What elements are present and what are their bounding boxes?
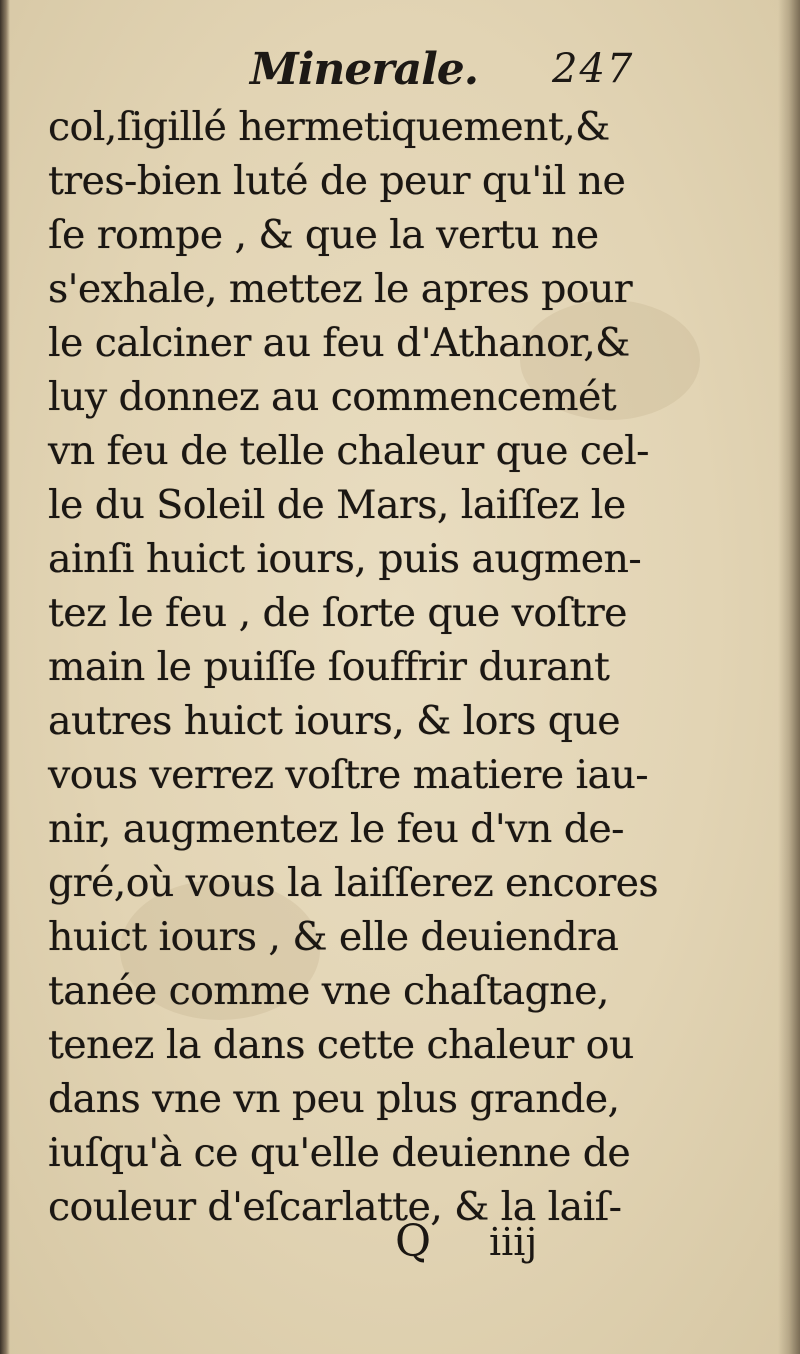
text-line: ſe rompe , & que la vertu ne bbox=[48, 212, 599, 258]
text-line: main le puiſſe ſouffrir durant bbox=[48, 644, 610, 690]
text-line: huict iours , & elle deuiendra bbox=[48, 914, 619, 960]
text-line: s'exhale, mettez le apres pour bbox=[48, 266, 633, 312]
text-line: autres huict iours, & lors que bbox=[48, 698, 621, 744]
text-line: vous verrez voſtre matiere iau- bbox=[48, 752, 649, 798]
signature-letter: Q bbox=[395, 1216, 432, 1267]
text-line: le calciner au feu d'Athanor,& bbox=[48, 320, 630, 366]
running-head bbox=[250, 44, 670, 104]
signature-mark bbox=[395, 1216, 655, 1276]
page-edge-shadow bbox=[778, 0, 800, 1354]
text-line: tanée comme vne chaſtagne, bbox=[48, 968, 609, 1014]
text-line: gré,où vous la laiſſerez encores bbox=[48, 860, 659, 906]
text-line: tez le feu , de ſorte que voſtre bbox=[48, 590, 627, 636]
page-gutter-shadow bbox=[0, 0, 10, 1354]
text-line: tres-bien luté de peur qu'il ne bbox=[48, 158, 626, 204]
text-line: luy donnez au commencemét bbox=[48, 374, 617, 420]
text-line: couleur d'eſcarlatte, & la laiſ- bbox=[48, 1184, 622, 1230]
page-number: 247 bbox=[552, 46, 635, 92]
signature-number: iiij bbox=[489, 1220, 538, 1264]
text-line: nir, augmentez le feu d'vn de- bbox=[48, 806, 624, 852]
text-line: iuſqu'à ce qu'elle deuienne de bbox=[48, 1130, 631, 1176]
text-line: vn feu de telle chaleur que cel- bbox=[48, 428, 649, 474]
text-line: col,ſigillé hermetiquement,& bbox=[48, 104, 610, 150]
body-text bbox=[48, 100, 668, 1234]
text-line: le du Soleil de Mars, laiſſez le bbox=[48, 482, 626, 528]
running-head-title: Minerale. bbox=[250, 44, 479, 95]
text-line: ainſi huict iours, puis augmen- bbox=[48, 536, 642, 582]
text-line: dans vne vn peu plus grande, bbox=[48, 1076, 620, 1122]
text-line: tenez la dans cette chaleur ou bbox=[48, 1022, 634, 1068]
